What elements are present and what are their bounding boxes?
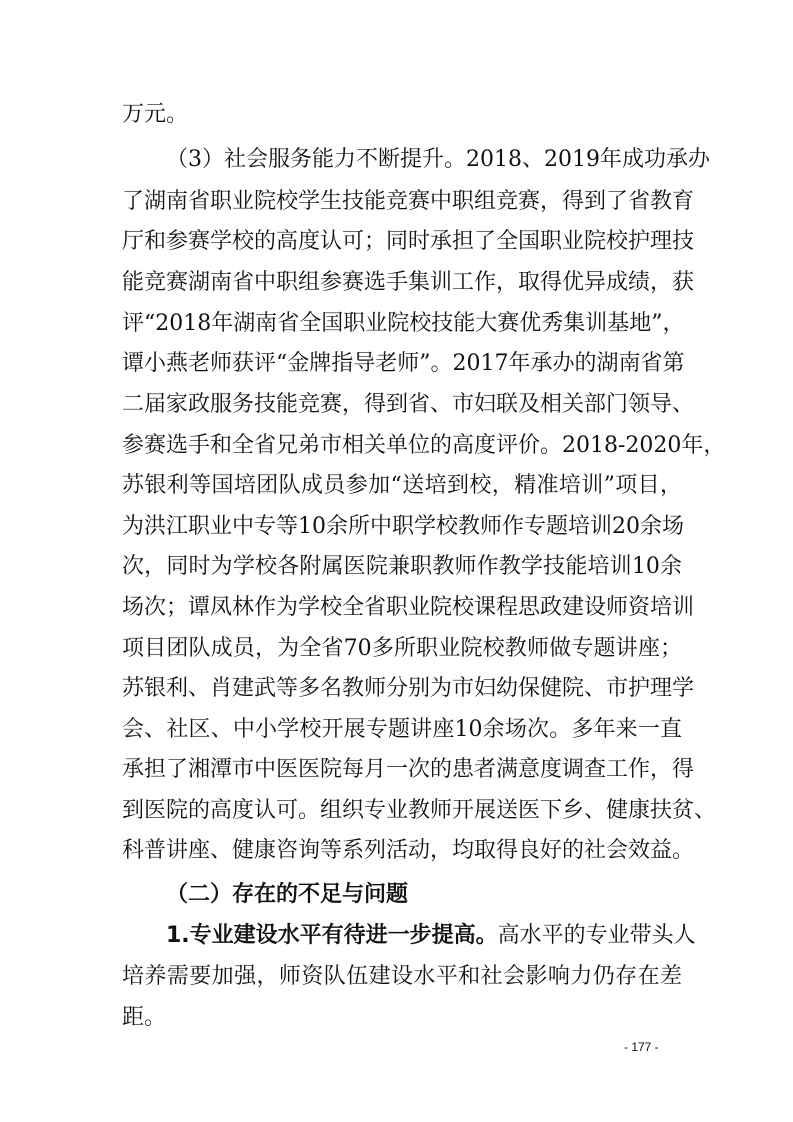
paragraph-line: 为洪江职业中专等10余所中职学校教师作专题培训20余场 — [122, 514, 684, 539]
paragraph-line: （3）社会服务能力不断提升。2018、2019年成功承办 — [166, 147, 710, 172]
paragraph-line: 万元。 — [122, 102, 189, 127]
item-heading-line — [166, 921, 696, 955]
item-heading-rest: 高水平的专业带头人 — [497, 923, 696, 948]
paragraph-line: 苏银利等国培团队成员参加“送培到校，精准培训”项目， — [122, 473, 682, 498]
item-heading-bold: 1.专业建设水平有待进一步提高。 — [166, 923, 498, 948]
paragraph-line: 项目团队成员，为全省70多所职业院校教师做专题讲座； — [122, 636, 682, 661]
paragraph-line: 承担了湘潭市中医医院每月一次的患者满意度调查工作，得 — [122, 757, 695, 782]
paragraph-line: 到医院的高度认可。组织专业教师开展送医下乡、健康扶贫、 — [122, 798, 717, 823]
paragraph-line: 能竞赛湖南省中职组参赛选手集训工作，取得优异成绩，获 — [122, 270, 695, 295]
section-heading: （二）存在的不足与问题 — [166, 882, 409, 907]
paragraph-line: 评“2018年湖南省全国职业院校技能大赛优秀集训基地”， — [122, 311, 685, 336]
paragraph-line: 场次；谭凤林作为学校全省职业院校课程思政建设师资培训 — [122, 595, 695, 620]
paragraph-line: 距。 — [122, 1005, 167, 1030]
paragraph-line: 了湖南省职业院校学生技能竞赛中职组竞赛，得到了省教育 — [122, 189, 695, 214]
paragraph-line: 苏银利、肖建武等多名教师分别为市妇幼保健院、市护理学 — [122, 676, 695, 701]
paragraph-line: 会、社区、中小学校开展专题讲座10余场次。多年来一直 — [122, 717, 682, 742]
page-number: - 177 - — [624, 1040, 659, 1054]
paragraph-line: 培养需要加强，师资队伍建设水平和社会影响力仍存在差 — [122, 964, 682, 989]
paragraph-line: 参赛选手和全省兄弟市相关单位的高度评价。2018-2020年， — [122, 433, 726, 458]
paragraph-line: 二届家政服务技能竞赛，得到省、市妇联及相关部门领导、 — [122, 392, 695, 417]
paragraph-line: 谭小燕老师获评“金牌指导老师”。2017年承办的湖南省第 — [122, 351, 685, 376]
paragraph-line: 次，同时为学校各附属医院兼职教师作教学技能培训10余 — [122, 554, 682, 579]
paragraph-line: 厅和参赛学校的高度认可；同时承担了全国职业院校护理技 — [122, 229, 695, 254]
paragraph-line: 科普讲座、健康咨询等系列活动，均取得良好的社会效益。 — [122, 838, 695, 863]
